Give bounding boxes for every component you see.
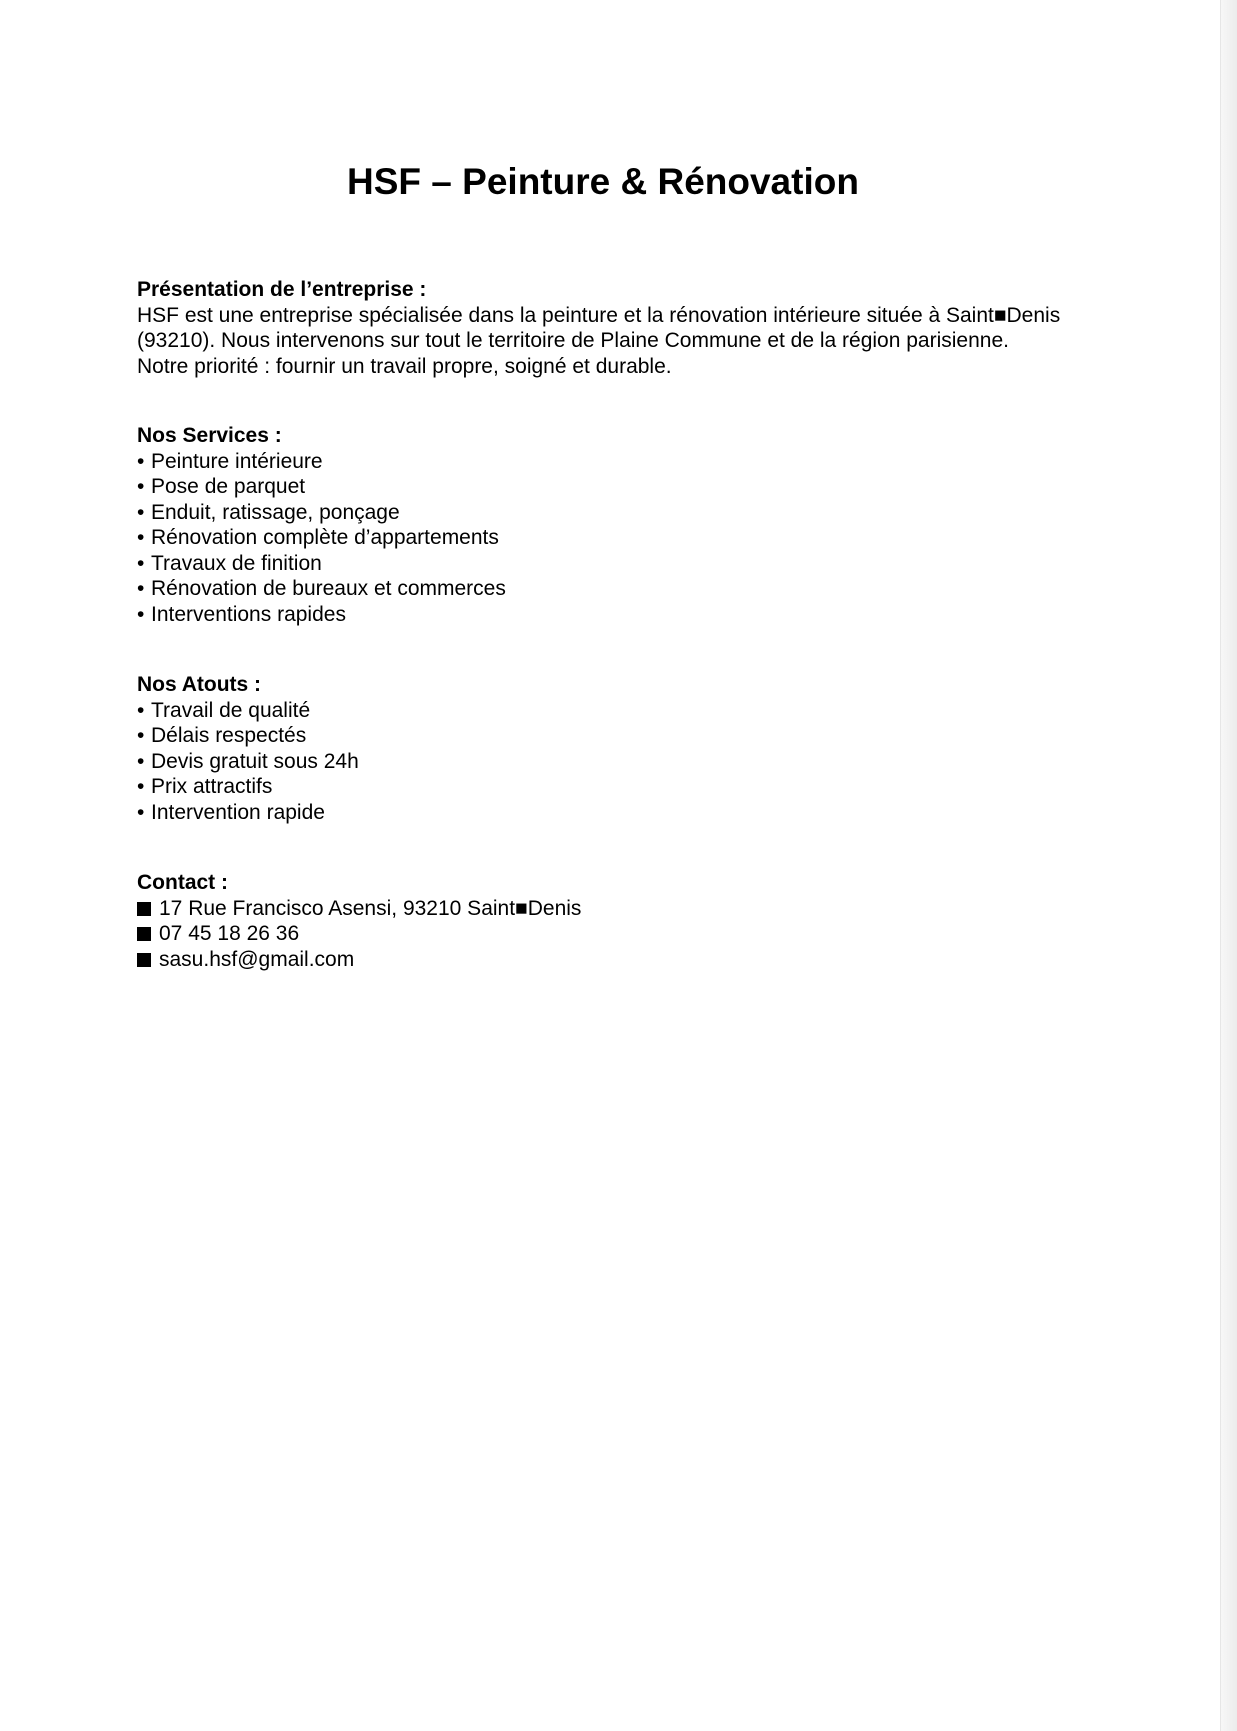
presentation-section <box>137 277 1137 379</box>
bullet-icon: • <box>137 449 145 473</box>
service-label: Peinture intérieure <box>151 449 323 473</box>
bullet-icon: • <box>137 500 145 524</box>
atout-label: Intervention rapide <box>151 800 325 824</box>
list-item <box>137 774 1137 800</box>
bullet-icon: • <box>137 749 145 773</box>
list-item <box>137 474 1137 500</box>
email-icon <box>137 953 151 967</box>
bullet-icon: • <box>137 602 145 626</box>
bullet-icon: • <box>137 577 145 600</box>
contact-address: 17 Rue Francisco Asensi, 93210 Saint■Denis <box>159 896 582 920</box>
atouts-section <box>137 672 1137 825</box>
location-icon <box>137 902 151 916</box>
bullet-icon: • <box>137 724 145 747</box>
list-item <box>137 749 1137 775</box>
services-list <box>137 449 1137 628</box>
service-label: Travaux de finition <box>151 551 322 575</box>
document-title: HSF – Peinture & Rénovation <box>347 161 859 202</box>
services-heading: Nos Services : <box>137 424 282 447</box>
bullet-icon: • <box>137 775 145 798</box>
list-item <box>137 576 1137 602</box>
contact-email-line <box>137 947 1137 973</box>
service-label: Interventions rapides <box>151 602 346 626</box>
phone-icon <box>137 927 151 941</box>
service-label: Rénovation de bureaux et commerces <box>151 577 506 600</box>
list-item <box>137 723 1137 749</box>
atouts-heading: Nos Atouts : <box>137 673 262 696</box>
atouts-list <box>137 698 1137 826</box>
list-item <box>137 551 1137 577</box>
bullet-icon: • <box>137 551 145 575</box>
list-item <box>137 500 1137 526</box>
list-item <box>137 449 1137 475</box>
contact-phone: 07 45 18 26 36 <box>159 922 300 945</box>
service-label: Enduit, ratissage, ponçage <box>151 500 400 524</box>
contact-heading: Contact : <box>137 871 228 894</box>
bullet-icon: • <box>137 526 145 549</box>
services-section <box>137 423 1137 627</box>
contact-section <box>137 870 1137 972</box>
service-label: Rénovation complète d’appartements <box>151 526 499 549</box>
contact-address-line <box>137 896 1137 922</box>
bullet-icon: • <box>137 698 145 722</box>
contact-phone-line <box>137 921 1137 947</box>
service-label: Pose de parquet <box>151 475 306 498</box>
atout-label: Délais respectés <box>151 724 307 747</box>
presentation-text: HSF est une entreprise spécialisée dans la peinture et la rénovation intérieure située à Saint■Denis (93210). Nous intervenons sur tout le territoire de Plaine Commune et de la région parisienne. Notre priorité : fournir un travail propre, soigné et durable. <box>137 303 1061 378</box>
list-item <box>137 525 1137 551</box>
contact-email: sasu.hsf@gmail.com <box>159 947 355 971</box>
page-edge-shadow <box>1221 0 1237 1731</box>
atout-label: Prix attractifs <box>151 775 273 798</box>
bullet-icon: • <box>137 475 145 498</box>
atout-label: Travail de qualité <box>151 698 311 722</box>
bullet-icon: • <box>137 800 145 824</box>
atout-label: Devis gratuit sous 24h <box>151 749 359 773</box>
list-item <box>137 800 1137 826</box>
list-item <box>137 698 1137 724</box>
presentation-heading: Présentation de l’entreprise : <box>137 278 427 301</box>
list-item <box>137 602 1137 628</box>
